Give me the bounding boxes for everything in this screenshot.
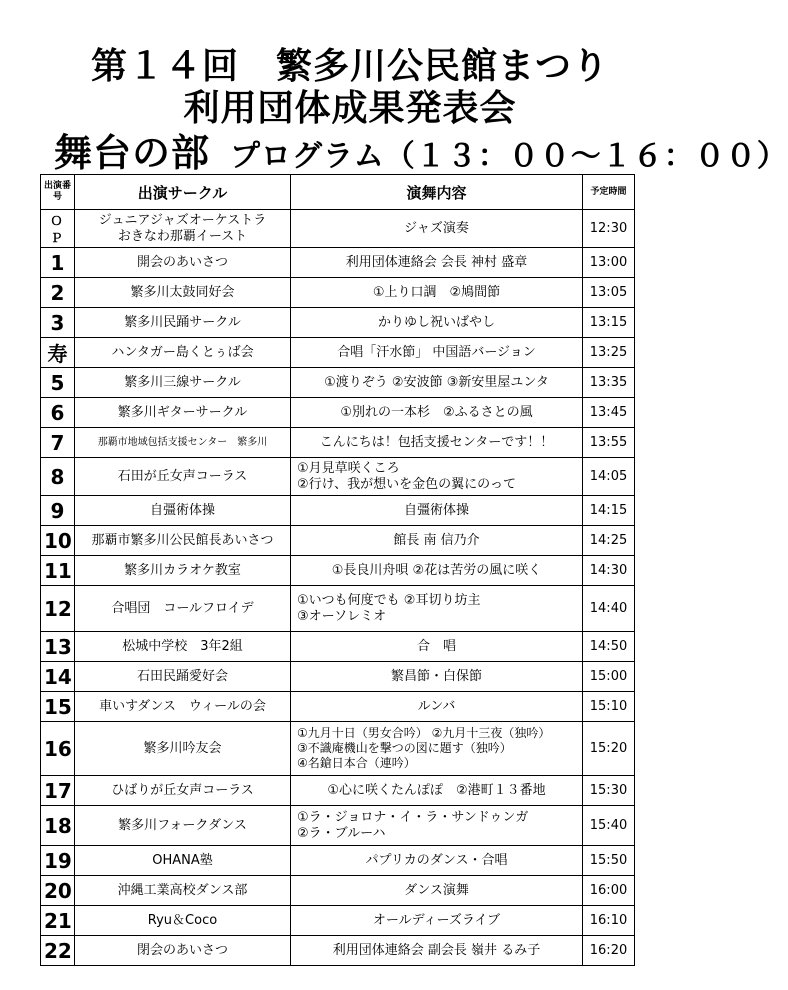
circle-line: 開会のあいさつ xyxy=(136,254,228,270)
table-body xyxy=(41,210,635,966)
table-row xyxy=(41,338,635,368)
row-time: 13:25 xyxy=(583,338,635,368)
row-content xyxy=(291,556,583,586)
row-number: 1 xyxy=(41,248,75,278)
row-circle xyxy=(75,398,291,428)
row-number: 9 xyxy=(41,496,75,526)
row-content xyxy=(291,662,583,692)
content-line: ①別れの一本杉 ②ふるさとの風 xyxy=(340,404,533,420)
row-time: 15:30 xyxy=(583,776,635,806)
row-content xyxy=(291,586,583,632)
row-number: 18 xyxy=(41,806,75,846)
content-line: ①ラ・ジョロナ・イ・ラ・サンドゥンガ xyxy=(297,809,529,825)
row-number: 5 xyxy=(41,368,75,398)
stage-section-label: 舞台の部 xyxy=(54,131,211,175)
circle-line: OHANA塾 xyxy=(152,852,213,868)
row-content xyxy=(291,722,583,776)
circle-line: おきなわ那覇イースト xyxy=(117,228,248,244)
content-line: ①心に咲くたんぽぽ ②港町１３番地 xyxy=(327,782,546,798)
row-content xyxy=(291,248,583,278)
content-line: ①上り口調 ②鳩間節 xyxy=(372,284,501,300)
row-circle xyxy=(75,632,291,662)
row-time: 13:35 xyxy=(583,368,635,398)
row-content xyxy=(291,692,583,722)
row-content xyxy=(291,906,583,936)
row-circle xyxy=(75,876,291,906)
table-row xyxy=(41,398,635,428)
row-time: 13:05 xyxy=(583,278,635,308)
circle-line: 石田が丘女声コーラス xyxy=(117,468,248,484)
row-circle xyxy=(75,906,291,936)
row-time: 15:10 xyxy=(583,692,635,722)
row-number: 寿 xyxy=(41,338,75,368)
circle-line: 繁多川フォークダンス xyxy=(118,817,247,833)
content-line: ③不識庵機山を撃つの図に題す（独吟） xyxy=(297,741,512,755)
content-line: ルンバ xyxy=(417,698,456,714)
table-row xyxy=(41,496,635,526)
table-row xyxy=(41,936,635,966)
circle-line: ジュニアジャズオーケストラ xyxy=(98,212,267,228)
content-line: こんにちは！包括支援センターです！！ xyxy=(319,434,554,450)
table-row xyxy=(41,278,635,308)
circle-line: 那覇市地域包括支援センター 繁多川 xyxy=(97,436,268,448)
content-line: ③オーソレミオ xyxy=(297,608,387,624)
content-line: オールディーズライブ xyxy=(372,912,501,928)
table-row xyxy=(41,906,635,936)
table-row xyxy=(41,526,635,556)
row-circle xyxy=(75,586,291,632)
row-content xyxy=(291,876,583,906)
row-circle xyxy=(75,428,291,458)
content-line: 自彊術体操 xyxy=(403,502,469,518)
row-circle xyxy=(75,722,291,776)
circle-line: 車いすダンス ウィールの会 xyxy=(99,698,266,714)
row-circle xyxy=(75,806,291,846)
table-header-row xyxy=(41,175,635,210)
row-time: 15:00 xyxy=(583,662,635,692)
circle-line: 繁多川吟友会 xyxy=(143,740,222,756)
circle-line: 合唱団 コールフロイデ xyxy=(111,600,254,616)
table-row xyxy=(41,428,635,458)
row-time: 14:50 xyxy=(583,632,635,662)
row-number: 13 xyxy=(41,632,75,662)
row-number: 10 xyxy=(41,526,75,556)
circle-line: 松城中学校 3年2組 xyxy=(122,638,243,654)
row-circle xyxy=(75,308,291,338)
row-number: 22 xyxy=(41,936,75,966)
row-number: 7 xyxy=(41,428,75,458)
row-time: 14:25 xyxy=(583,526,635,556)
content-line: 合 唱 xyxy=(416,638,456,654)
row-circle xyxy=(75,368,291,398)
header-time: 予定時間 xyxy=(583,175,635,210)
row-content xyxy=(291,458,583,496)
table-row xyxy=(41,806,635,846)
table-row xyxy=(41,458,635,496)
row-time: 13:00 xyxy=(583,248,635,278)
row-number: 20 xyxy=(41,876,75,906)
content-line: ②ラ・ブルーハ xyxy=(297,825,386,841)
circle-line: 繁多川ギターサークル xyxy=(117,404,248,420)
table-row xyxy=(41,248,635,278)
row-number: 15 xyxy=(41,692,75,722)
row-content xyxy=(291,398,583,428)
row-content xyxy=(291,368,583,398)
content-line: ①いつも何度でも ②耳切り坊主 xyxy=(297,592,481,608)
row-number: 6 xyxy=(41,398,75,428)
circle-line: 石田民踊愛好会 xyxy=(136,668,228,684)
row-content xyxy=(291,846,583,876)
table-row xyxy=(41,632,635,662)
row-content xyxy=(291,308,583,338)
table-row xyxy=(41,846,635,876)
table-row xyxy=(41,308,635,338)
content-line: ダンス演舞 xyxy=(404,882,469,898)
row-circle xyxy=(75,458,291,496)
content-line: 利用団体連絡会 会長 神村 盛章 xyxy=(345,254,528,270)
row-number: 16 xyxy=(41,722,75,776)
row-number: 21 xyxy=(41,906,75,936)
row-number: 14 xyxy=(41,662,75,692)
row-content xyxy=(291,936,583,966)
circle-line: 繁多川三線サークル xyxy=(124,374,241,390)
row-time: 14:40 xyxy=(583,586,635,632)
table-row xyxy=(41,368,635,398)
circle-line: 沖縄工業高校ダンス部 xyxy=(117,882,248,898)
content-line: ④名鎗日本合（連吟） xyxy=(297,756,416,770)
row-time: 16:00 xyxy=(583,876,635,906)
program-time-label: プログラム（１３：００～１６：００） xyxy=(230,139,788,174)
row-content xyxy=(291,278,583,308)
title-line-2: 利用団体成果発表会 xyxy=(183,88,517,129)
row-content xyxy=(291,526,583,556)
table-row xyxy=(41,556,635,586)
title-line-1: 第１４回 繁多川公民館まつり xyxy=(90,46,609,87)
table-row xyxy=(41,662,635,692)
row-time: 13:45 xyxy=(583,398,635,428)
content-line: ②行け、我が想いを金色の翼にのって xyxy=(297,476,517,492)
row-time: 13:55 xyxy=(583,428,635,458)
row-circle xyxy=(75,776,291,806)
row-time: 16:10 xyxy=(583,906,635,936)
row-time: 14:05 xyxy=(583,458,635,496)
row-circle xyxy=(75,496,291,526)
row-content xyxy=(291,210,583,248)
row-time: 15:20 xyxy=(583,722,635,776)
circle-line: Ryu＆Coco xyxy=(147,912,218,928)
table-row xyxy=(41,210,635,248)
content-line: ①長良川舟唄 ②花は苦労の風に咲く xyxy=(331,562,542,578)
table-row xyxy=(41,586,635,632)
row-content xyxy=(291,338,583,368)
row-circle xyxy=(75,526,291,556)
row-time: 15:50 xyxy=(583,846,635,876)
row-number: 19 xyxy=(41,846,75,876)
row-time: 15:40 xyxy=(583,806,635,846)
row-circle xyxy=(75,248,291,278)
row-circle xyxy=(75,210,291,248)
row-content xyxy=(291,632,583,662)
header-content: 演舞内容 xyxy=(291,175,583,210)
content-line: パプリカのダンス・合唱 xyxy=(365,852,508,868)
circle-line: ハンタガー島くとぅば会 xyxy=(111,344,254,360)
table-row xyxy=(41,876,635,906)
row-number: ＯＰ xyxy=(41,210,75,248)
row-circle xyxy=(75,278,291,308)
row-number: 17 xyxy=(41,776,75,806)
content-line: ①渡りぞう ②安波節 ③新安里屋ユンタ xyxy=(324,374,549,390)
content-line: 利用団体連絡会 副会長 嶺井 るみ子 xyxy=(332,942,541,958)
row-time: 14:15 xyxy=(583,496,635,526)
row-circle xyxy=(75,846,291,876)
row-number: 3 xyxy=(41,308,75,338)
row-number: 12 xyxy=(41,586,75,632)
header-number: 出演番号 xyxy=(41,175,75,210)
row-circle xyxy=(75,692,291,722)
circle-line: 繁多川太鼓同好会 xyxy=(130,284,235,300)
circle-line: 繁多川民踊サークル xyxy=(124,314,241,330)
row-time: 12:30 xyxy=(583,210,635,248)
content-line: ①九月十日（男女合吟） ②九月十三夜（独吟） xyxy=(297,726,551,740)
row-content xyxy=(291,776,583,806)
content-line: ①月見草咲くころ xyxy=(297,460,400,476)
circle-line: 閉会のあいさつ xyxy=(136,942,228,958)
row-content xyxy=(291,496,583,526)
row-time: 16:20 xyxy=(583,936,635,966)
row-number: 2 xyxy=(41,278,75,308)
program-table xyxy=(40,174,635,966)
circle-line: 繁多川カラオケ教室 xyxy=(124,562,241,578)
row-circle xyxy=(75,338,291,368)
table-row xyxy=(41,692,635,722)
row-content xyxy=(291,806,583,846)
circle-line: ひばりが丘女声コーラス xyxy=(111,782,254,798)
row-content xyxy=(291,428,583,458)
row-number: 11 xyxy=(41,556,75,586)
row-number: 8 xyxy=(41,458,75,496)
header-circle: 出演サークル xyxy=(75,175,291,210)
row-time: 13:15 xyxy=(583,308,635,338)
row-circle xyxy=(75,662,291,692)
table-row xyxy=(41,722,635,776)
content-line: 館長 南 信乃介 xyxy=(393,532,480,548)
content-line: 繁昌節・白保節 xyxy=(390,668,482,684)
content-line: ジャズ演奏 xyxy=(404,220,469,236)
table-row xyxy=(41,776,635,806)
row-circle xyxy=(75,936,291,966)
content-line: 合唱「汗水節」 中国語バージョン xyxy=(337,344,536,360)
circle-line: 自彊術体操 xyxy=(149,502,215,518)
row-circle xyxy=(75,556,291,586)
row-time: 14:30 xyxy=(583,556,635,586)
circle-line: 那覇市繁多川公民館長あいさつ xyxy=(91,532,274,548)
content-line: かりゆし祝いばやし xyxy=(377,314,495,330)
